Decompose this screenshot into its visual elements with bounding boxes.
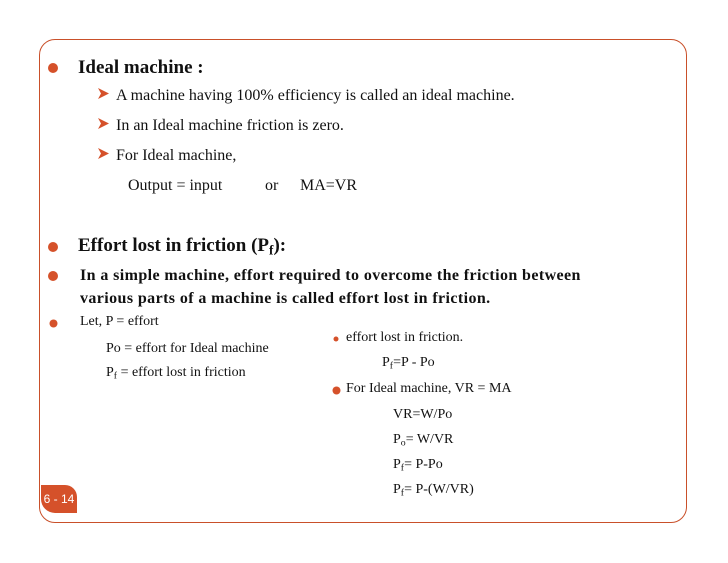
equation-ma-vr: MA=VR (300, 177, 358, 194)
bullet-dot-icon (47, 62, 59, 74)
bullet-dot-icon (49, 319, 58, 328)
effort-lost-note: effort lost in friction. (346, 330, 464, 345)
vr-equation: VR=W/Po (393, 407, 453, 422)
page-number-badge: 6 - 14 (41, 485, 77, 513)
arrow-bullet-icon (97, 147, 110, 160)
ideal-point-1: A machine having 100% efficiency is called an ideal machine. (97, 87, 515, 105)
ideal-point-2: In an Ideal machine friction is zero. (97, 117, 344, 135)
simple-machine-line-2: various parts of a machine is called effort lost in friction. (80, 290, 491, 307)
bullet-dot-icon (332, 386, 341, 395)
pf-equation-2: $P_f= P-Po$ (393, 457, 443, 474)
bullet-dot-icon (47, 241, 59, 253)
bullet-dot-icon (333, 336, 339, 342)
equation-output-input: Output = input (128, 177, 223, 194)
ideal-machine-heading: Ideal machine : (78, 57, 204, 78)
arrow-bullet-icon (97, 117, 110, 130)
pf-equation-3: $P_f= P-(W/VR)$ (393, 482, 474, 499)
bullet-dot-icon (47, 270, 59, 282)
arrow-bullet-icon (97, 87, 110, 100)
pf-definition: $P_f$ = effort lost in friction (106, 365, 246, 382)
ideal-point-3: For Ideal machine, (97, 147, 236, 165)
let-p-effort: Let, P = effort (80, 314, 159, 329)
effort-lost-heading: Effort lost in friction $(P_f)$: (78, 235, 287, 258)
po-equation: $P_o= W/VR$ (393, 432, 454, 449)
equation-or: or (265, 177, 279, 194)
simple-machine-line-1: In a simple machine, effort required to overcome the friction between (80, 267, 581, 284)
po-definition: Po = effort for Ideal machine (106, 341, 269, 356)
pf-equation: $P_f=P - Po$ (382, 355, 435, 372)
ideal-vr-ma: For Ideal machine, VR = MA (346, 381, 512, 396)
